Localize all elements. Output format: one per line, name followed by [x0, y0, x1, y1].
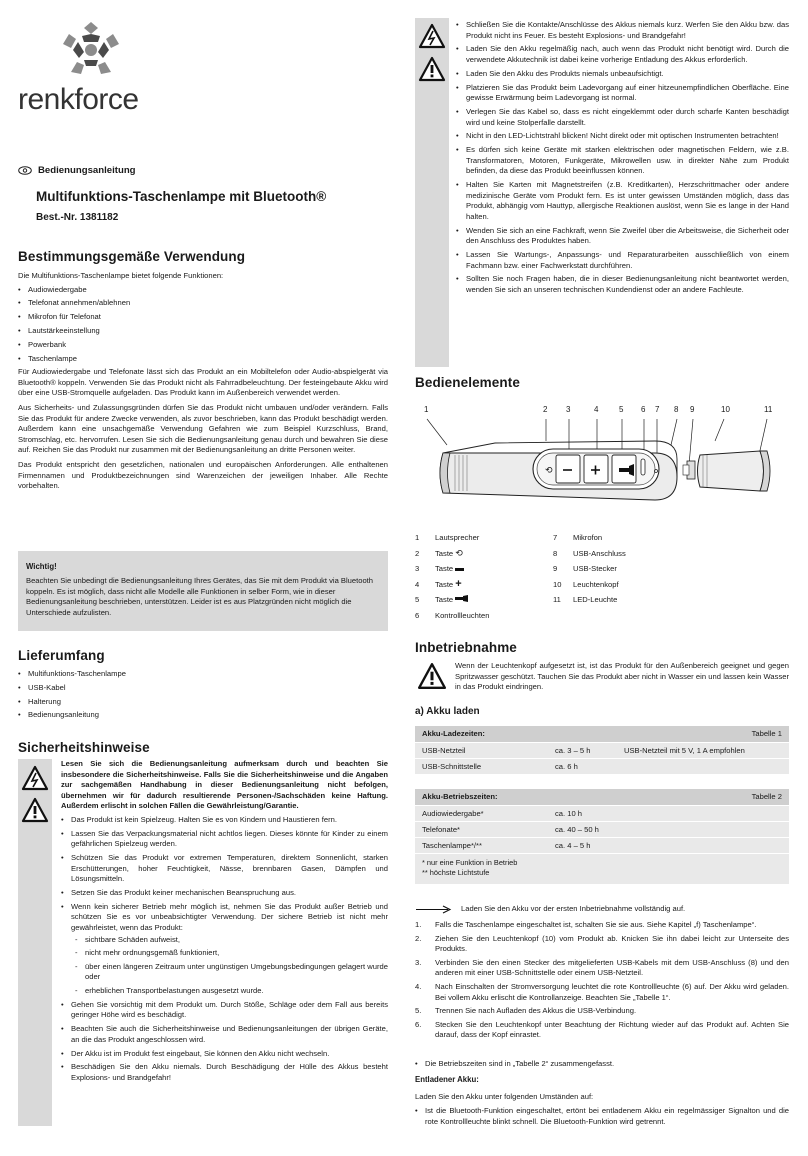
step-number: 4. [415, 981, 422, 991]
table-row [415, 742, 789, 758]
table-row [415, 837, 789, 853]
warning-icon [417, 662, 447, 690]
startup-warning: Wenn der Leuchtenkopf aufgesetzt ist, ist das Produkt für den Außenbereich geeignet und gegen Spritzwasser geschützt. Tauchen Sie das Produkt aber nicht in Wasser ein und lassen kein Wasser in das Produkt eindringen. [455, 661, 789, 692]
table-cell: ca. 40 – 50 h [548, 821, 684, 837]
table-cell: USB-Schnittstelle [415, 758, 548, 774]
legend-row [553, 592, 693, 608]
arrow-right-icon [415, 905, 453, 914]
important-text: Beachten Sie unbedingt die Bedienungsanleitung Ihres Gerätes, das Sie mit dem Produkt via Bluetooth koppeln. Es ist möglich, dass nicht alle Modelle alle Funktionen in selber Form, wie in dieser Bedienungsanleitung beschrieben, unterstützen. Leider ist es aus Platzgründen nicht möglich die Unterschiede aufzulisten. [26, 576, 374, 617]
callout-number: 7 [655, 405, 660, 414]
legend-number: 8 [553, 548, 558, 558]
table-label: Tabelle 2 [684, 789, 789, 805]
legend-row [553, 546, 693, 562]
renkforce-logo-icon [51, 20, 131, 82]
legend-row [553, 561, 693, 577]
table-cell: ca. 6 h [548, 758, 617, 774]
step-text: Stecken Sie den Leuchtenkopf unter Beachtung der Richtung wieder auf das Produkt auf. Achten Sie darauf, dass der Kopf einrastet. [435, 1019, 789, 1040]
arrow-note [415, 904, 789, 915]
important-title: Wichtig! [26, 562, 57, 571]
legend-label: Taste [435, 595, 454, 604]
list-item: • Setzen Sie das Produkt keiner mechanischen Beanspruchung aus. [61, 888, 388, 899]
callout-number: 3 [566, 405, 571, 414]
svg-text:⟲: ⟲ [545, 466, 553, 476]
charge-subheading: a) Akku laden [415, 706, 480, 717]
controls-legend-left [415, 530, 555, 623]
callout-number: 6 [641, 405, 646, 414]
table-row [415, 821, 789, 837]
table-cell [617, 758, 789, 774]
table-row [415, 805, 789, 821]
table-header-row [415, 726, 789, 742]
intended-use-intro: Die Multifunktions-Taschenlampe bietet folgende Funktionen: [18, 271, 224, 280]
safety-list-continued [456, 20, 789, 296]
delivery-heading: Lieferumfang [18, 648, 105, 663]
list-item: • Audiowiedergabe [18, 285, 388, 296]
legend-row [415, 608, 555, 624]
list-item: • Schließen Sie die Kontakte/Anschlüsse des Akkus niemals kurz. Werfen Sie den Akku bzw. das Produkt nicht ins Feuer. Es besteht Explosions- und Brandgefahr! [456, 20, 789, 41]
safety-intro: Lesen Sie sich die Bedienungsanleitung aufmerksam durch und beachten Sie insbesondere die Sicherheitshinweise. Falls Sie die Sicherheitshinweise und die Angaben zur sachgemäßen Handhabung in dieser Bedienungsanleitung nicht befolgen, übernehmen wir für dadurch resultierende Personen-/Sachschäden keine Haftung. Außerdem erlischt in solchen Fällen die Gewährleistung/Garantie. [61, 759, 388, 811]
legend-label: LED-Leuchte [573, 595, 618, 604]
list-item: • Mikrofon für Telefonat [18, 312, 388, 323]
startup-heading: Inbetriebnahme [415, 640, 517, 655]
list-item: • Die Betriebszeiten sind in „Tabelle 2“ zusammengefasst. [415, 1059, 789, 1070]
legend-row [415, 577, 555, 593]
list-item [415, 1020, 789, 1041]
list-item: • Taschenlampe [18, 354, 388, 365]
list-item: • Halten Sie Karten mit Magnetstreifen (z.B. Kreditkarten), Herzschrittmacher oder andere medizinische Geräte vom Produkt fern. Es ist unter gewissen Umständen möglich, dass das Produkt, abhängig vom Hauttyp, allergische Reaktionen auslöst, wenn Sie es lange in der Hand halten. [456, 180, 789, 222]
table-cell: ca. 10 h [548, 805, 684, 821]
callout-number: 9 [690, 405, 695, 414]
eye-icon [18, 166, 32, 175]
condition-list [71, 935, 388, 997]
legend-label: USB-Stecker [573, 564, 617, 573]
legend-row [553, 530, 693, 546]
low-battery-intro: Laden Sie den Akku unter folgenden Umständen auf: [415, 1092, 594, 1101]
list-item [61, 902, 388, 997]
list-item: • Schützen Sie das Produkt vor extremen Temperaturen, direktem Sonnenlicht, starken Erschütterungen, hoher Feuchtigkeit, Nässe, brennbaren Gasen, Dämpfen und Lösungsmitteln. [61, 853, 388, 885]
table-row [415, 758, 789, 774]
controls-legend-right [553, 530, 693, 608]
table-header-row [415, 789, 789, 805]
legend-row [415, 546, 555, 562]
step-text: Ziehen Sie den Leuchtenkopf (10) vom Produkt ab. Knicken Sie ihn dabei leicht zur Unterseite des Produkts. [435, 933, 789, 954]
legend-number: 4 [415, 579, 420, 589]
list-item: • Der Akku ist im Produkt fest eingebaut, Sie können den Akku nicht wechseln. [61, 1049, 388, 1060]
list-item [415, 1006, 789, 1017]
callout-number: 5 [619, 405, 624, 414]
callout-number: 10 [721, 405, 730, 414]
flashlight-drawing [415, 415, 789, 520]
legend-label: Kontrollleuchten [435, 610, 490, 620]
controls-heading: Bedienelemente [415, 375, 520, 390]
step-number: 5. [415, 1006, 422, 1016]
legend-number: 6 [415, 610, 420, 620]
flashlight-icon [455, 595, 469, 602]
table-cell: Taschenlampe*/** [415, 837, 548, 853]
list-item: • USB-Kabel [18, 683, 388, 694]
legend-label: Mikrofon [573, 533, 603, 542]
table-cell: ca. 4 – 5 h [548, 837, 684, 853]
table-title: Akku-Ladezeiten: [415, 726, 548, 742]
step-text: Trennen Sie nach Aufladen des Akkus die USB-Verbindung. [435, 1006, 637, 1016]
list-item: • Nicht in den LED-Lichtstrahl blicken! Nicht direkt oder mit optischen Instrumenten betrachten! [456, 131, 789, 142]
list-item: • Es dürfen sich keine Geräte mit starken elektrischen oder magnetischen Feldern, wie z.B. Transformatoren, Motoren, Funkgeräte, Mikrowellen usw. in direkter Nähe zum Produkt befinden, da diese das Produkt beeinflussen können. [456, 145, 789, 177]
list-item: • Gehen Sie vorsichtig mit dem Produkt um. Durch Stöße, Schläge oder dem Fall aus bereits geringer Höhe wird es beschädigt. [61, 1000, 388, 1021]
list-item: • Beschädigen Sie den Akku niemals. Durch Beschädigung der Hülle des Akkus besteht Explosions- und Brandgefahr! [61, 1062, 388, 1083]
operating-times-note [415, 1059, 789, 1073]
legend-row [553, 577, 693, 593]
table-note: ** höchste Lichtstufe [422, 867, 490, 877]
low-battery-list [415, 1106, 789, 1130]
warning-sidebar [18, 759, 52, 1126]
page-title: Multifunktions-Taschenlampe mit Bluetooth® [36, 189, 327, 204]
step-text: Falls die Taschenlampe eingeschaltet ist, schalten Sie sie aus. Siehe Kapitel „f) Taschenlampe“. [435, 920, 757, 929]
legend-number: 10 [553, 579, 562, 589]
arrow-note-text: Laden Sie den Akku vor der ersten Inbetriebnahme vollständig auf. [461, 904, 686, 913]
list-item: • Platzieren Sie das Produkt beim Ladevorgang auf einer hitzeunempfindlichen Oberfläche. Eine gewisse Erwärmung beim Ladevorgang ist normal. [456, 83, 789, 104]
brand-name: renkforce [18, 83, 139, 116]
brand-logo [18, 20, 178, 125]
table-cell: ca. 3 – 5 h [548, 742, 617, 758]
table-title: Akku-Betriebszeiten: [415, 789, 548, 805]
electric-warning-icon [21, 765, 49, 791]
legend-row [415, 592, 555, 608]
legend-label: Taste [435, 579, 454, 589]
section-label-text: Bedienungsanleitung [38, 165, 136, 176]
list-item: • Wenden Sie sich an eine Fachkraft, wenn Sie Zweifel über die Arbeitsweise, die Sicherheit oder den Anschluss des Produktes haben. [456, 226, 789, 247]
intended-use-paragraph: Das Produkt entspricht den gesetzlichen, nationalen und europäischen Anforderungen. Alle enthaltenen Firmennamen und Produktbezeichnungen sind Warenzeichen der jeweiligen Inhaber. Alle Rechte vorbehalten. [18, 460, 388, 491]
step-number: 6. [415, 1019, 422, 1029]
list-item [415, 958, 789, 979]
table-notes [415, 854, 789, 884]
list-item: • Lautstärkeeinstellung [18, 326, 388, 337]
callout-number: 8 [674, 405, 679, 414]
list-item: • Telefonat annehmen/ablehnen [18, 298, 388, 309]
list-item: • Das Produkt ist kein Spielzeug. Halten Sie es von Kindern und Haustieren fern. [61, 815, 388, 826]
list-item: • Verlegen Sie das Kabel so, dass es nicht eingeklemmt oder durch scharfe Kanten beschädigt wird und keine Stolperfalle darstellt. [456, 107, 789, 128]
list-item: - erheblichen Transportbelastungen ausgesetzt wurde. [71, 986, 388, 997]
legend-number: 3 [415, 564, 420, 573]
list-item-text: Wenn kein sicherer Betrieb mehr möglich ist, nehmen Sie das Produkt außer Betrieb und schützen Sie es vor unbeabsichtigter Verwendung. Der sichere Betrieb ist nicht mehr gewährleistet, wenn das Produkt: [71, 901, 388, 933]
legend-label: Leuchtenkopf [573, 579, 619, 589]
important-box [18, 551, 388, 631]
list-item: • Halterung [18, 697, 388, 708]
legend-number: 2 [415, 548, 420, 558]
delivery-list [18, 669, 388, 721]
list-item: • Beachten Sie auch die Sicherheitshinweise und Bedienungsanleitungen der übrigen Geräte, an die das Produkt angeschlossen wird. [61, 1024, 388, 1045]
legend-number: 5 [415, 595, 420, 604]
manual-section-label [18, 165, 136, 176]
intended-use-paragraph: Aus Sicherheits- und Zulassungsgründen dürfen Sie das Produkt nicht umbauen und/oder verändern. Falls Sie das Produkt für andere Zwecke verwenden, als zuvor beschrieben, kann das Produkt beschädigt werden. Außerdem kann eine unsachgemäße Verwendung Gefahren wie zum Beispiel Kurzschluss, Brand, Stromschlag, etc. hervorrufen. Lesen Sie sich die Bedienungsanleitung genau durch und bewahren Sie diese auf. Reichen Sie das Produkt nur zusammen mit der Bedienungsanleitung an dritte Personen weiter. [18, 403, 388, 455]
list-item: - über einen längeren Zeitraum unter ungünstigen Umgebungsbedingungen gelagert wurde oder [71, 962, 388, 983]
table-cell: USB-Netzteil [415, 742, 548, 758]
order-number: Best.-Nr. 1381182 [36, 212, 119, 223]
legend-row [415, 530, 555, 546]
intended-use-paragraph: Für Audiowiedergabe und Telefonate lässt sich das Produkt an ein Mobiltelefon oder Audio-abspielgerät via Bluetooth® koppeln. Verwenden Sie das Produkt nicht als Fahrradbeleuchtung. Der festeingebaute Akku wird über eine USB-Stromquelle aufgeladen. Das Produkt kann im Außenbereich verwendet werden. [18, 367, 388, 398]
table-cell: Audiowiedergabe* [415, 805, 548, 821]
electric-warning-icon [418, 23, 446, 49]
table-note: * nur eine Funktion in Betrieb [422, 857, 518, 867]
legend-label: Lautsprecher [435, 533, 480, 542]
list-item: • Multifunktions-Taschenlampe [18, 669, 388, 680]
list-item: • Laden Sie den Akku regelmäßig nach, auch wenn das Produkt nicht benötigt wird. Durch die verwendete Akkutechnik ist dabei keine vorherige Entladung des Akkus erforderlich. [456, 44, 789, 65]
safety-list [61, 815, 388, 1084]
legend-label: Taste [435, 564, 454, 573]
list-item: • Sollten Sie noch Fragen haben, die in dieser Bedienungsanleitung nicht beantwortet werden, wenden Sie sich an unseren technischen Kundendienst oder an andere Fachleute. [456, 274, 789, 295]
list-item [415, 920, 789, 931]
low-battery-heading: Entladener Akku: [415, 1075, 479, 1084]
plus-icon: + [455, 577, 462, 590]
table-operating-times [415, 789, 789, 884]
charging-steps [415, 920, 789, 1044]
list-item: • Laden Sie den Akku des Produkts niemals unbeaufsichtigt. [456, 69, 789, 80]
feature-list [18, 285, 388, 365]
callout-number: 2 [543, 405, 548, 414]
step-number: 3. [415, 957, 422, 967]
list-item: - nicht mehr ordnungsgemäß funktioniert, [71, 948, 388, 959]
minus-icon [455, 568, 464, 571]
list-item: • Powerbank [18, 340, 388, 351]
legend-number: 7 [553, 533, 558, 542]
legend-number: 1 [415, 533, 420, 542]
callout-number: 1 [424, 405, 429, 414]
warning-icon [418, 56, 446, 82]
table-label: Tabelle 1 [617, 726, 789, 742]
legend-number: 11 [553, 595, 561, 604]
list-item: • Bedienungsanleitung [18, 710, 388, 721]
list-item [415, 982, 789, 1003]
callout-number: 11 [764, 405, 773, 414]
list-item: • Lassen Sie Wartungs-, Anpassungs- und Reparaturarbeiten ausschließlich von einem Fachmann bzw. einer Fachwerkstatt durchführen. [456, 250, 789, 271]
warning-icon [21, 797, 49, 823]
list-item: • Lassen Sie das Verpackungsmaterial nicht achtlos liegen. Dieses könnte für Kinder zu einem gefährlichen Spielzeug werden. [61, 829, 388, 850]
step-text: Nach Einschalten der Stromversorgung leuchtet die rote Kontrollleuchte (6) auf. Der Akku wird geladen. Bei vollem Akku erlischt die Kontrollanzeige. Beachten Sie „Tabelle 1“. [435, 981, 789, 1002]
warning-sidebar [415, 18, 449, 367]
bluetooth-call-icon: ⟲ [455, 547, 463, 558]
step-number: 1. [415, 920, 422, 929]
step-text: Verbinden Sie den einen Stecker des mitgelieferten USB-Kabels mit dem USB-Anschluss (8) und den anderen mit einer USB-Schnittstelle oder einem USB-Netzteil. [435, 957, 789, 978]
list-item: - sichtbare Schäden aufweist, [71, 935, 388, 946]
product-diagram [415, 405, 789, 523]
safety-heading: Sicherheitshinweise [18, 740, 150, 755]
table-charging-times [415, 726, 789, 775]
step-number: 2. [415, 933, 422, 943]
list-item: • Ist die Bluetooth-Funktion eingeschaltet, ertönt bei entladenem Akku ein regelmässiger Signalton und die rote Kontrollleuchte blinkt schnell. Die Bluetooth-Funktion wird getrennt. [415, 1106, 789, 1127]
table-cell: USB-Netzteil mit 5 V, 1 A empfohlen [617, 742, 789, 758]
legend-row [415, 561, 555, 577]
legend-label: USB-Anschluss [573, 548, 626, 558]
callout-number: 4 [594, 405, 599, 414]
table-cell: Telefonate* [415, 821, 548, 837]
legend-number: 9 [553, 564, 558, 573]
list-item [415, 934, 789, 955]
intended-use-heading: Bestimmungsgemäße Verwendung [18, 249, 246, 264]
legend-label: Taste [435, 548, 454, 558]
